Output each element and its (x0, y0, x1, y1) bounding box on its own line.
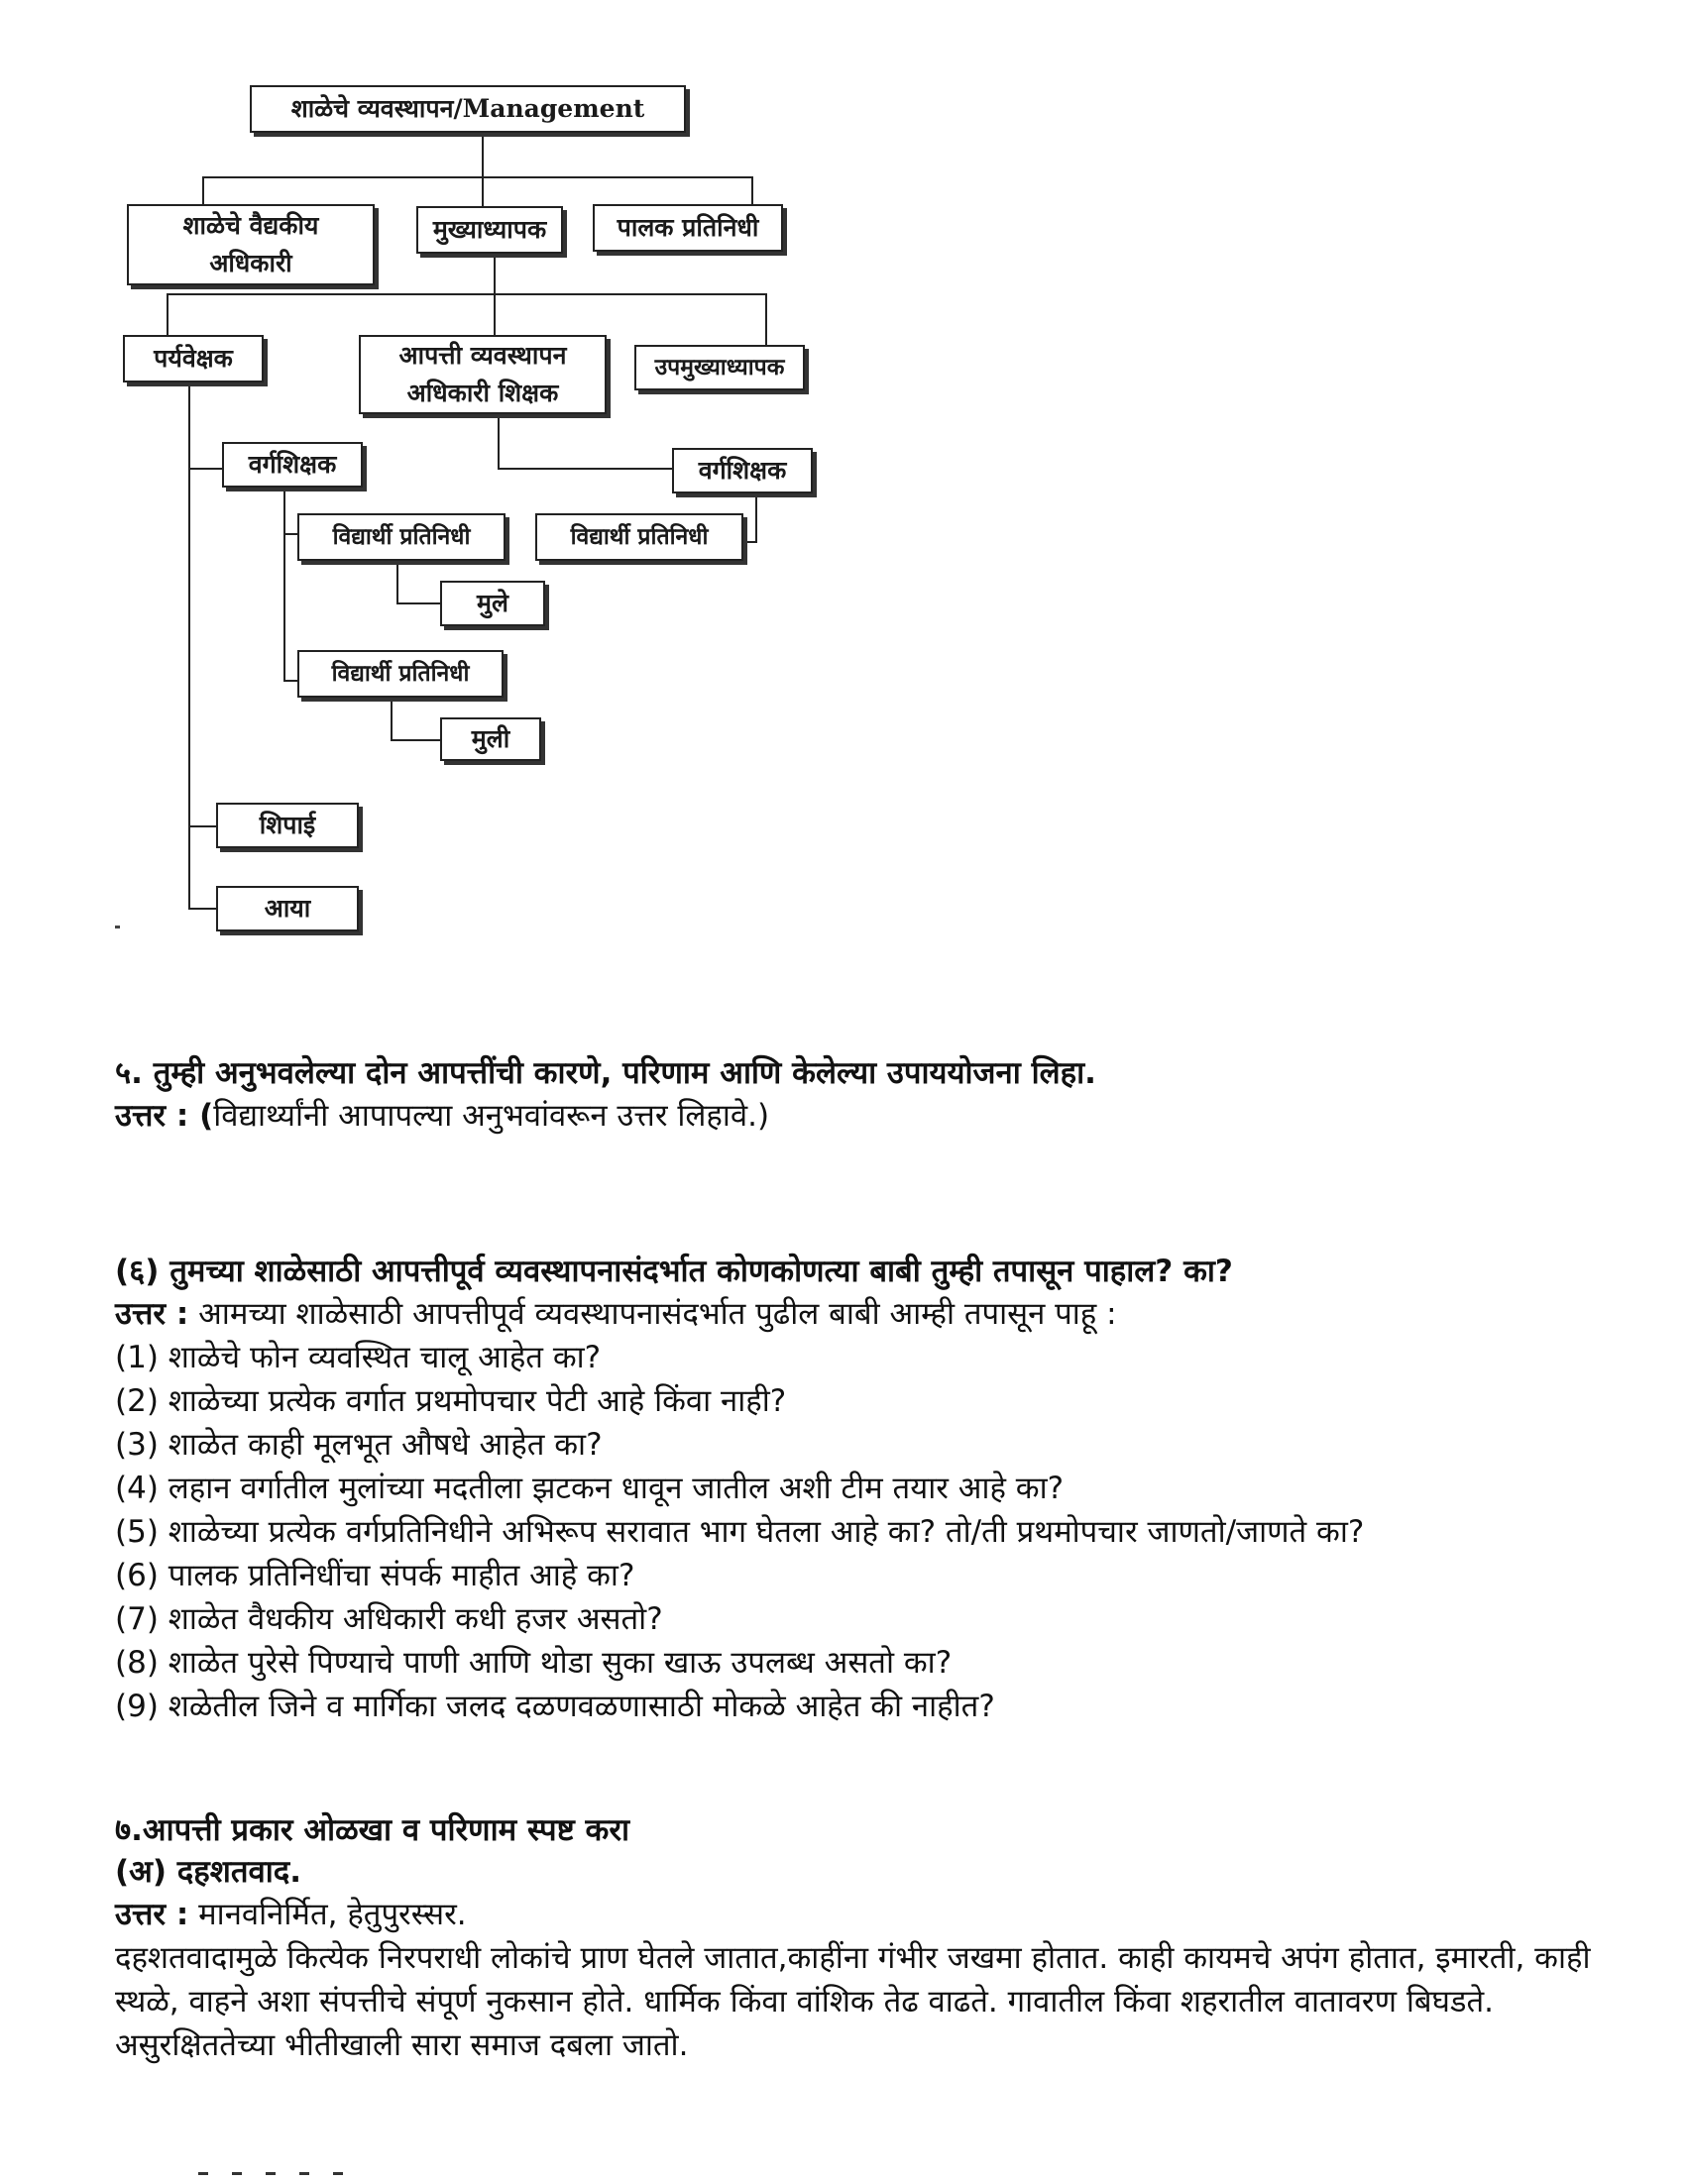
connector-line (283, 533, 297, 535)
connector-line (494, 253, 496, 294)
answer-paragraph: दहशतवादामुळे कित्येक निरपराधी लोकांचे प्राण घेतले जातात,काहींना गंभीर जखमा होतात. काही कायमचे अपंग होतात, इमारती, काही स्थळे, वाहने अशा संपत्तीचे संपूर्ण नुकसान होते. धार्मिक किंवा वांशिक तेढ वाढते. गावातील किंवा शहरातील वातावरण बिघडते. असुरक्षिततेच्या भीतीखाली सारा समाज दबला जातो. (115, 1940, 1591, 2063)
connector-line (482, 176, 484, 206)
student-rep-box: विद्यार्थी प्रतिनिधी (297, 650, 504, 698)
connector-line (202, 176, 204, 204)
question-5-section (115, 1052, 1602, 1138)
connector-line (188, 825, 216, 827)
connector-line (188, 381, 190, 908)
connector-line (167, 293, 767, 295)
cropped-text-fragment (198, 2170, 456, 2184)
question-5: ५. तुम्ही अनुभवलेल्या दोन आपत्तींची कारणे, परिणाम आणि केलेल्या उपाययोजना लिहा. (115, 1055, 1096, 1091)
question-6-section (115, 1251, 1602, 1728)
parent-rep-box: पालक प्रतिनिधी (593, 204, 783, 252)
connector-line (765, 293, 767, 345)
connector-line (494, 293, 496, 335)
list-item: (4) लहान वर्गातील मुलांच्या मदतीला झटकन धावून जातील अशी टीम तयार आहे का? (115, 1471, 1065, 1506)
class-teacher-box: वर्गशिक्षक (672, 448, 813, 493)
connector-line (396, 602, 440, 604)
answer-5 (115, 1094, 1602, 1138)
connector-line (283, 680, 297, 682)
connector-line (482, 131, 484, 178)
list-item: (7) शाळेत वैधकीय अधिकारी कधी हजर असतो? (115, 1601, 663, 1637)
answer-label: उत्तर : ( (115, 1098, 214, 1134)
answer-7 (115, 1893, 1602, 1936)
boys-box: मुले (440, 581, 545, 626)
deputy-headmaster-box: उपमुख्याध्यापक (634, 345, 805, 390)
question-6: (६) तुमच्या शाळेसाठी आपत्तीपूर्व व्यवस्थापनासंदर्भात कोणकोणत्या बाबी तुम्ही तपासून पाहाल? का? (115, 1254, 1233, 1289)
sub-question-a: (अ) दहशतवाद. (115, 1854, 301, 1890)
maid-box: आया (216, 886, 359, 931)
student-rep-box: विद्यार्थी प्रतिनिधी (297, 513, 506, 561)
connector-line (167, 293, 169, 335)
answer-label: उत्तर : (115, 1897, 189, 1932)
connector-line (751, 176, 753, 204)
connector-line (755, 495, 757, 543)
student-rep-box: विद्यार्थी प्रतिनिधी (535, 513, 743, 561)
answer-text: मानवनिर्मित, हेतुपुरस्सर. (188, 1897, 467, 1932)
medical-officer-box: शाळेचे वैद्यकीय अधिकारी (127, 204, 375, 285)
question-7: ७.आपत्ती प्रकार ओळखा व परिणाम स्पष्ट करा (115, 1812, 630, 1848)
management-box: शाळेचे व्यवस्थापन/Management (250, 85, 686, 133)
answer-6 (115, 1292, 1602, 1336)
connector-line (202, 176, 753, 178)
list-item: (9) शळेतील जिने व मार्गिका जलद दळणवळणासाठी मोकळे आहेत की नाहीत? (115, 1689, 995, 1724)
answer-label: उत्तर : (115, 1296, 189, 1332)
connector-line (396, 561, 398, 604)
list-item: (3) शाळेत काही मूलभूत औषधे आहेत का? (115, 1427, 603, 1463)
connector-line (498, 414, 500, 470)
connector-line (188, 908, 216, 910)
list-item: (5) शाळेच्या प्रत्येक वर्गप्रतिनिधीने अभिरूप सरावात भाग घेतला आहे का? तो/ती प्रथमोपचार जाणतो/जाणते का? (115, 1514, 1365, 1550)
answer-text: आमच्या शाळेसाठी आपत्तीपूर्व व्यवस्थापनासंदर्भात पुढील बाबी आम्ही तपासून पाहू : (188, 1296, 1117, 1332)
connector-line (391, 739, 440, 741)
girls-box: मुली (440, 717, 541, 761)
supervisor-box: पर्यवेक्षक (123, 335, 264, 382)
list-item: (6) पालक प्रतिनिधींचा संपर्क माहीत आहे का? (115, 1558, 635, 1593)
disaster-officer-box: आपत्ती व्यवस्थापन अधिकारी शिक्षक (359, 335, 607, 414)
connector-line (283, 488, 285, 682)
connector-line (188, 468, 222, 470)
org-chart (0, 0, 1688, 951)
answer-text: विद्यार्थ्यांनी आपापल्या अनुभवांवरून उत्तर लिहावे.) (213, 1098, 770, 1134)
connector-line (391, 696, 393, 741)
question-7-section (115, 1809, 1602, 2067)
class-teacher-box: वर्गशिक्षक (222, 442, 363, 488)
list-item: (1) शाळेचे फोन व्यवस्थित चालू आहेत का? (115, 1340, 602, 1375)
peon-box: शिपाई (216, 803, 359, 848)
list-item: (8) शाळेत पुरेसे पिण्याचे पाणी आणि थोडा सुका खाऊ उपलब्ध असतो का? (115, 1645, 953, 1681)
list-item: (2) शाळेच्या प्रत्येक वर्गात प्रथमोपचार पेटी आहे किंवा नाही? (115, 1383, 787, 1419)
connector-line (741, 541, 757, 543)
connector-line (498, 468, 672, 470)
scan-mark (115, 926, 120, 928)
headmaster-box: मुख्याध्यापक (416, 206, 563, 254)
